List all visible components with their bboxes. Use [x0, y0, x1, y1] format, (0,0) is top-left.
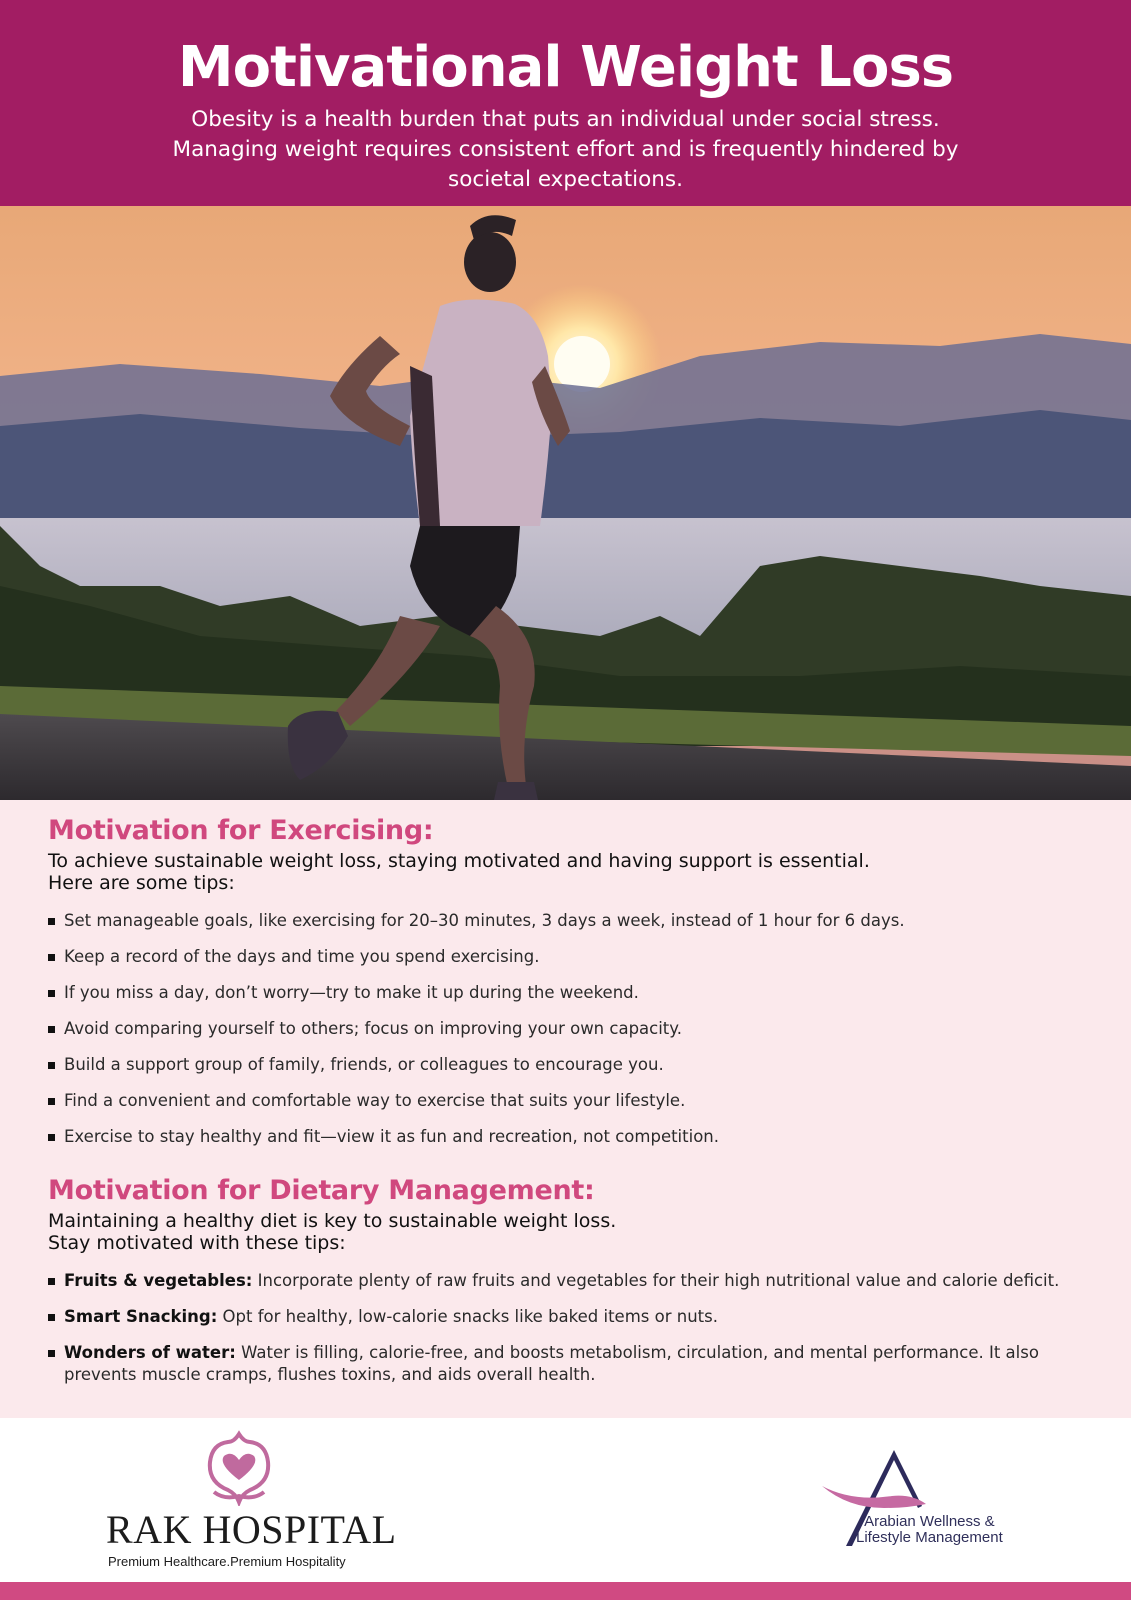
diet-intro-line2: Stay motivated with these tips: [48, 1232, 346, 1254]
tip-text: Incorporate plenty of raw fruits and vegetables for their high nutritional value and calorie deficit. [252, 1271, 1060, 1290]
content-section [0, 800, 1131, 1418]
diet-heading: Motivation for Dietary Management: [48, 1175, 595, 1206]
heart-emblem-icon [194, 1430, 284, 1506]
exercise-section [48, 814, 1083, 1148]
hero-photo [0, 206, 1131, 800]
tip-label: Wonders of water: [64, 1343, 236, 1362]
tip-label: Smart Snacking: [64, 1307, 218, 1326]
diet-tips-list [48, 1270, 1083, 1386]
list-item: Avoid comparing yourself to others; focus on improving your own capacity. [48, 1018, 1083, 1040]
exercise-tips-list [48, 910, 1083, 1148]
header-banner [0, 0, 1131, 206]
list-item: If you miss a day, don’t worry—try to make it up during the weekend. [48, 982, 1083, 1004]
exercise-heading: Motivation for Exercising: [48, 815, 434, 846]
tip-text: Water is filling, calorie-free, and boosts metabolism, circulation, and mental performance. It also prevents muscle cramps, flushes toxins, and aids overall health. [64, 1343, 1039, 1384]
awl-line2: Lifestyle Management [856, 1529, 1003, 1546]
list-item: Keep a record of the days and time you spend exercising. [48, 946, 1083, 968]
diet-intro [48, 1210, 1083, 1254]
awl-line1: Arabian Wellness & [864, 1513, 995, 1530]
rak-hospital-logo [106, 1430, 397, 1570]
footer [0, 1418, 1131, 1582]
footer-bar [0, 1582, 1131, 1600]
list-item: Build a support group of family, friends, or colleagues to encourage you. [48, 1054, 1083, 1076]
exercise-intro-line2: Here are some tips: [48, 872, 235, 894]
exercise-intro-line1: To achieve sustainable weight loss, staying motivated and having support is essential. [48, 850, 870, 872]
arabian-wellness-logo [822, 1446, 1042, 1556]
list-item [48, 1270, 1083, 1292]
list-item: Exercise to stay healthy and fit—view it as fun and recreation, not competition. [48, 1126, 1083, 1148]
list-item [48, 1306, 1083, 1328]
page-subtitle: Obesity is a health burden that puts an individual under social stress. Managing weight requires consistent effort and is frequently hindered by societal expectations. [172, 107, 959, 192]
arabian-wellness-name [856, 1514, 1003, 1546]
diet-intro-line1: Maintaining a healthy diet is key to sustainable weight loss. [48, 1210, 617, 1232]
tip-text: Opt for healthy, low-calorie snacks like baked items or nuts. [217, 1307, 718, 1326]
tip-label: Fruits & vegetables: [64, 1271, 253, 1290]
rak-hospital-tagline: Premium Healthcare.Premium Hospitality [108, 1554, 346, 1569]
runner-sunset-illustration [0, 206, 1131, 800]
rak-hospital-name: RAK HOSPITAL [106, 1507, 397, 1552]
list-item [48, 1342, 1083, 1386]
exercise-intro [48, 850, 1083, 894]
page-title: Motivational Weight Loss [177, 35, 954, 100]
diet-section [48, 1174, 1083, 1386]
list-item: Set manageable goals, like exercising for 20–30 minutes, 3 days a week, instead of 1 hour for 6 days. [48, 910, 1083, 932]
list-item: Find a convenient and comfortable way to exercise that suits your lifestyle. [48, 1090, 1083, 1112]
